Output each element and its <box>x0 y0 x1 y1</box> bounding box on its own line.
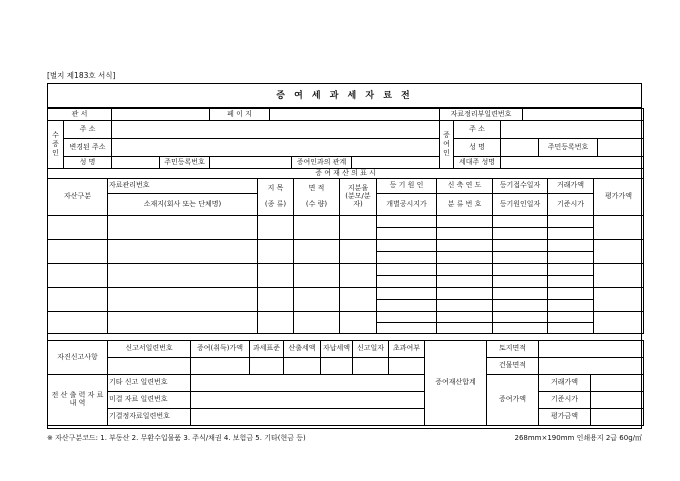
donor-resident-label: 주민등록번호 <box>539 139 598 157</box>
form-title: 증 여 세 과 세 자 료 전 <box>48 84 641 108</box>
recipient-name-label: 성 명 <box>64 157 112 169</box>
property-row <box>48 312 644 323</box>
header-table <box>47 108 644 169</box>
duty-record-label: 기결정자료일련번호 <box>108 409 191 426</box>
other-report-label: 기타 신고 일련번호 <box>108 375 191 392</box>
asset-type-cell[interactable] <box>48 216 108 240</box>
year-label: 신 축 연 도 <box>437 179 493 194</box>
page-field[interactable] <box>270 109 440 121</box>
page-label: 페 이 지 <box>210 109 270 121</box>
householder-field[interactable] <box>501 157 644 169</box>
recipient-address-label: 주 소 <box>64 121 112 139</box>
report-serial-label: 신고서일련번호 <box>108 341 191 358</box>
property-row <box>48 240 644 252</box>
property-row <box>48 288 644 300</box>
cause-cell[interactable] <box>377 216 437 228</box>
unsettled-label: 미결 자료 일련번호 <box>108 392 191 409</box>
recipient-resident-label: 주민등록번호 <box>160 157 210 169</box>
summary-trade-label: 거래가액 <box>539 375 591 392</box>
category-cell[interactable] <box>258 216 294 240</box>
donor-group-label: 증여인 <box>440 121 454 169</box>
summary-trade-field[interactable] <box>591 375 644 392</box>
registration-cause-label: 등 기 원 인 <box>377 179 437 194</box>
date-cell[interactable] <box>493 216 548 228</box>
building-area-label: 건물면적 <box>487 358 539 375</box>
base-price-label: 기준시가 <box>548 194 594 216</box>
office-label: 관 서 <box>48 109 112 121</box>
gift-tax-form <box>47 83 642 429</box>
acquisition-date-label: 등기접수일자 <box>493 179 548 194</box>
property-row <box>48 264 644 276</box>
form-number-label: [별지 제183호 서식] <box>47 71 116 80</box>
donor-resident-field[interactable] <box>598 139 644 157</box>
tax-base-label: 과세표준 <box>250 341 284 358</box>
paper-spec: 268mm×190mm 인쇄용지 2급 60g/㎡ <box>514 434 642 442</box>
property-row <box>48 216 644 228</box>
building-area-field[interactable] <box>539 358 644 375</box>
recipient-resident-field[interactable] <box>210 157 292 169</box>
land-area-field[interactable] <box>539 341 644 358</box>
bottom-table <box>47 340 644 426</box>
record-serial-field[interactable] <box>523 109 644 121</box>
land-area-label: 토지면적 <box>487 341 539 358</box>
donor-address-field[interactable] <box>501 121 644 139</box>
location-cell[interactable] <box>108 216 258 240</box>
duty-record-field[interactable] <box>191 409 425 426</box>
report-date-label: 신고일자 <box>353 341 389 358</box>
share-cell[interactable] <box>340 216 377 240</box>
recipient-address-field[interactable] <box>112 121 440 139</box>
record-serial-label: 자료정리부일련번호 <box>440 109 523 121</box>
record-no-label: 자료관리번호 <box>108 179 258 194</box>
category-label: 지 목 (종 류) <box>258 179 294 216</box>
relation-label: 증여인과의 관계 <box>292 157 352 169</box>
location-label: 소재지(회사 또는 단체명) <box>108 194 258 216</box>
area-label: 면 적 (수 량) <box>294 179 340 216</box>
donor-name-field[interactable] <box>501 139 539 157</box>
donor-address-label: 주 소 <box>454 121 501 139</box>
registration-date-label: 등기원인일자 <box>493 194 548 216</box>
unsettled-field[interactable] <box>191 392 425 409</box>
notice-price-label: 개별공시지가 <box>377 194 437 216</box>
share-label: 지분율 (분모/분자) <box>340 179 377 216</box>
property-table <box>47 168 644 334</box>
assessed-price-label: 평가가액 <box>594 179 644 216</box>
computer-output-label: 전 산 출 력 자 료 내 역 <box>48 375 108 426</box>
summary-assessed-field[interactable] <box>591 409 644 426</box>
asset-code-note: ※ 자산구분코드: 1. 부동산 2. 무환수입물품 3. 주식/채권 4. 보험금 5. 기타(현금 등) <box>47 434 306 442</box>
gift-total-label: 증여재산합계 <box>425 341 487 426</box>
changed-address-field[interactable] <box>112 139 440 157</box>
gift-price-label: 증여가액 <box>487 375 539 426</box>
office-field[interactable] <box>112 109 210 121</box>
asset-type-label: 자산구분 <box>48 179 108 216</box>
overdue-label: 초과여부 <box>389 341 425 358</box>
property-section-title: 증 여 재 산 의 표 시 <box>48 169 644 179</box>
recipient-name-field[interactable] <box>112 157 160 169</box>
summary-base-field[interactable] <box>591 392 644 409</box>
summary-assessed-label: 평가금액 <box>539 409 591 426</box>
trade-price-label: 거래가액 <box>548 179 594 194</box>
trade-cell[interactable] <box>548 216 594 228</box>
recipient-group-label: 수증인 <box>48 121 64 169</box>
paid-tax-label: 자납세액 <box>321 341 353 358</box>
report-serial-field[interactable] <box>108 358 191 375</box>
year-cell[interactable] <box>437 216 493 228</box>
relation-field[interactable] <box>352 157 440 169</box>
classification-no-label: 분 류 번 호 <box>437 194 493 216</box>
summary-base-label: 기준시가 <box>539 392 591 409</box>
assessed-cell[interactable] <box>594 216 644 240</box>
self-report-label: 자진신고사항 <box>48 341 108 375</box>
householder-label: 세대주 성명 <box>454 157 501 169</box>
calculated-tax-label: 산출세액 <box>284 341 321 358</box>
donor-name-label: 성 명 <box>454 139 501 157</box>
area-cell[interactable] <box>294 216 340 240</box>
acquisition-price-label: 증여(취득)가액 <box>191 341 250 358</box>
other-report-field[interactable] <box>191 375 425 392</box>
changed-address-label: 변경된 주소 <box>64 139 112 157</box>
